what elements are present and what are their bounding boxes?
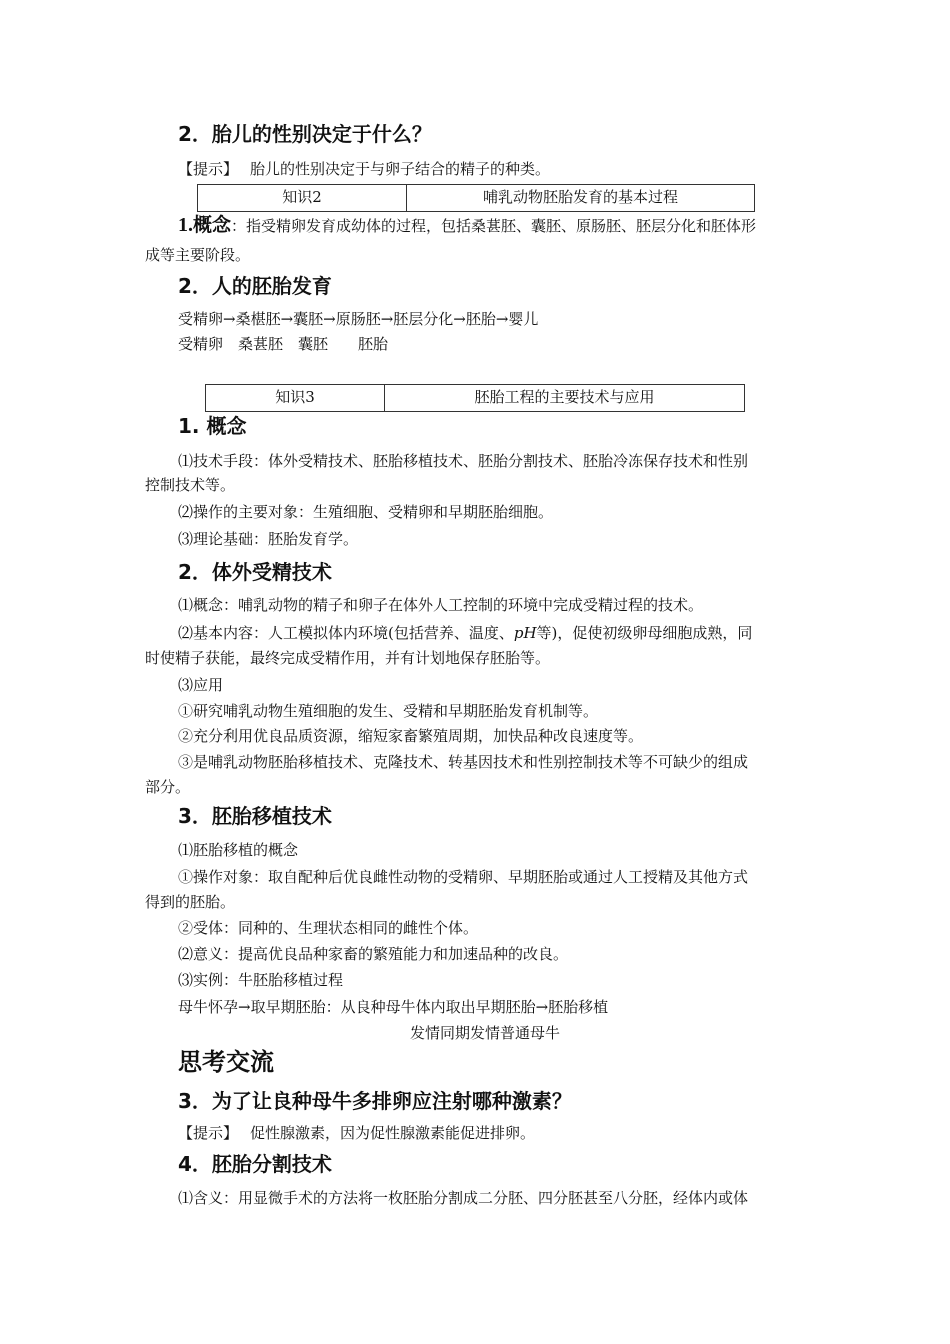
flow-human-embryo: 受精卵→桑椹胚→囊胚→原肠胚→胚层分化→胚胎→婴儿 [178, 310, 539, 328]
flow-human-embryo-labels: 受精卵 桑葚胚 囊胚 胚胎 [178, 335, 389, 353]
tip-label: 【提示】 [178, 1124, 239, 1142]
et-object: ①操作对象：取自配种后优良雌性动物的受精卵、早期胚胎或通过人工授精及其他方式 [178, 868, 749, 886]
knowledge-3-table [205, 384, 745, 412]
knowledge-3-label: 知识3 [206, 385, 385, 411]
et-recipient: ②受体：同种的、生理状态相同的雌性个体。 [178, 919, 479, 937]
tip-text: 促性腺激素，因为促性腺激素能促进排卵。 [250, 1124, 536, 1142]
ivf-application-3: ③是哺乳动物胚胎移植技术、克隆技术、转基因技术和性别控制技术等不可缺少的组成 [178, 753, 749, 771]
et-example: ⑶实例：牛胚胎移植过程 [178, 971, 344, 989]
heading-human-embryo: 2．人的胚胎发育 [178, 274, 332, 298]
heading-ivf: 2．体外受精技术 [178, 560, 332, 584]
ivf-content [178, 622, 752, 644]
et-flow-labels: 发情同期发情普通母牛 [410, 1024, 561, 1042]
ivf-application-2: ②充分利用优良品质资源，缩短家畜繁殖周期，加快品种改良速度等。 [178, 727, 644, 745]
et-significance: ⑵意义：提高优良品种家畜的繁殖能力和加速品种的改良。 [178, 945, 569, 963]
ivf-application-3-cont: 部分。 [145, 778, 191, 796]
heading-think-exchange: 思考交流 [178, 1048, 274, 1076]
et-concept: ⑴胚胎移植的概念 [178, 841, 299, 859]
ivf-application: ⑶应用 [178, 676, 224, 694]
et-object-cont: 得到的胚胎。 [145, 893, 236, 911]
knowledge-2-label: 知识2 [198, 185, 407, 211]
ivf-content-b: 等)，促使初级卵母细胞成熟，同 [536, 624, 753, 642]
knowledge-3-title: 胚胎工程的主要技术与应用 [474, 388, 655, 406]
heading-embryo-splitting: 4．胚胎分割技术 [178, 1152, 332, 1176]
ivf-application-1: ①研究哺乳动物生殖细胞的发生、受精和早期胚胎发育机制等。 [178, 702, 599, 720]
theory-basis: ⑶理论基础：胚胎发育学。 [178, 530, 359, 548]
et-flow: 母牛怀孕→取早期胚胎：从良种母牛体内取出早期胚胎→胚胎移植 [178, 998, 609, 1016]
heading-embryo-transfer: 3．胚胎移植技术 [178, 804, 332, 828]
question-fetal-sex: 2．胎儿的性别决定于什么？ [178, 122, 432, 146]
ivf-concept: ⑴概念：哺乳动物的精子和卵子在体外人工控制的环境中完成受精过程的技术。 [178, 596, 704, 614]
question-hormone: 3．为了让良种母牛多排卵应注射哪种激素？ [178, 1089, 572, 1113]
operation-objects: ⑵操作的主要对象：生殖细胞、受精卵和早期胚胎细胞。 [178, 503, 554, 521]
knowledge-2-table [197, 184, 755, 212]
concept-number: 1. [178, 214, 193, 236]
tip-fetal-sex [178, 158, 550, 180]
ph-term: pH [513, 624, 537, 642]
concept-embryo-development [178, 214, 756, 237]
heading-concept: 1. 概念 [178, 414, 247, 438]
tech-means: ⑴技术手段：体外受精技术、胚胎移植技术、胚胎分割技术、胚胎冷冻保存技术和性别 [178, 452, 749, 470]
knowledge-2-title: 哺乳动物胚胎发育的基本过程 [482, 188, 678, 206]
tip-label: 【提示】 [178, 160, 239, 178]
tip-hormone [178, 1122, 535, 1144]
concept-text: ：指受精卵发育成幼体的过程，包括桑葚胚、囊胚、原肠胚、胚层分化和胚体形 [231, 217, 757, 235]
tech-means-cont: 控制技术等。 [145, 476, 236, 494]
ivf-content-cont: 时使精子获能，最终完成受精作用，并有计划地保存胚胎等。 [145, 649, 551, 667]
concept-continuation: 成等主要阶段。 [145, 246, 251, 264]
tip-text: 胎儿的性别决定于与卵子结合的精子的种类。 [250, 160, 551, 178]
concept-lead: 概念 [193, 214, 232, 236]
split-definition: ⑴含义：用显微手术的方法将一枚胚胎分割成二分胚、四分胚甚至八分胚，经体内或体 [178, 1189, 749, 1207]
ivf-content-a: ⑵基本内容：人工模拟体内环境(包括营养、温度、 [178, 624, 514, 642]
